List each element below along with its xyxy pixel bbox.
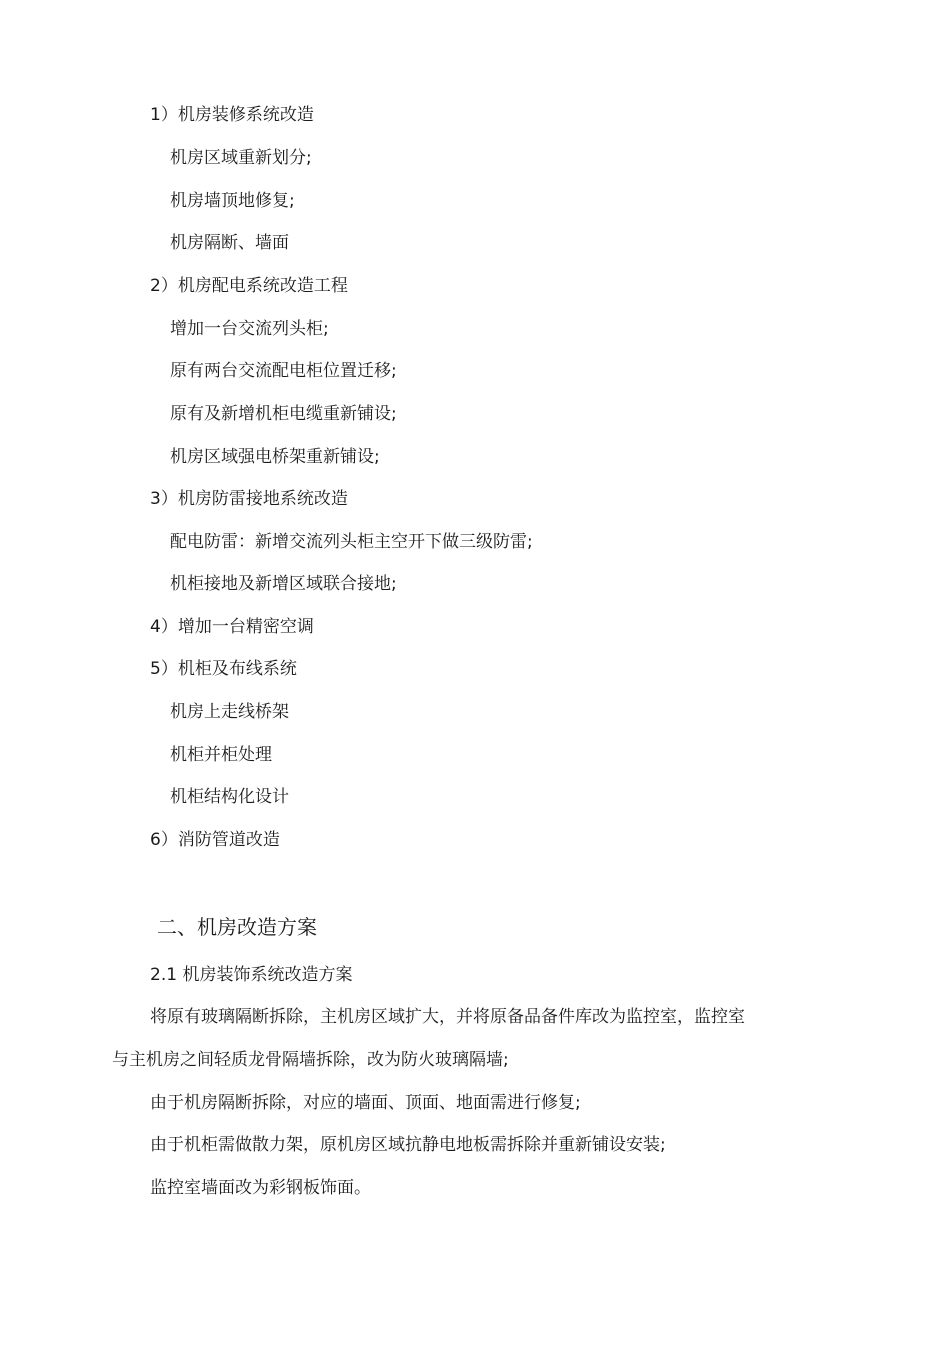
section-1-item-1: 机房区域重新划分;: [170, 148, 312, 168]
section-5-item-3: 机柜结构化设计: [170, 787, 289, 807]
paragraph-1-line-2: 与主机房之间轻质龙骨隔墙拆除，改为防火玻璃隔墙;: [112, 1050, 509, 1070]
paragraph-1-line-1: 将原有玻璃隔断拆除，主机房区域扩大，并将原备品备件库改为监控室，监控室: [150, 1007, 745, 1027]
section-4-title: 4）增加一台精密空调: [150, 617, 314, 637]
paragraph-4: 监控室墙面改为彩钢板饰面。: [150, 1178, 371, 1198]
section-1-title: 1）机房装修系统改造: [150, 105, 314, 125]
section-5-item-2: 机柜并柜处理: [170, 745, 272, 765]
section-3-item-2: 机柜接地及新增区域联合接地;: [170, 574, 397, 594]
chapter-title: 二、机房改造方案: [157, 915, 317, 939]
section-2-item-4: 机房区域强电桥架重新铺设;: [170, 447, 380, 467]
section-5-title: 5）机柜及布线系统: [150, 659, 297, 679]
section-3-item-1: 配电防雷：新增交流列头柜主空开下做三级防雷;: [170, 532, 533, 552]
section-3-title: 3）机房防雷接地系统改造: [150, 489, 348, 509]
section-6-title: 6）消防管道改造: [150, 830, 280, 850]
section-1-item-3: 机房隔断、墙面: [170, 233, 289, 253]
section-2-item-1: 增加一台交流列头柜;: [170, 319, 329, 339]
section-5-item-1: 机房上走线桥架: [170, 702, 289, 722]
section-2-title: 2）机房配电系统改造工程: [150, 276, 348, 296]
section-2-item-3: 原有及新增机柜电缆重新铺设;: [170, 404, 397, 424]
paragraph-3: 由于机柜需做散力架，原机房区域抗静电地板需拆除并重新铺设安装;: [150, 1135, 666, 1155]
paragraph-2: 由于机房隔断拆除，对应的墙面、顶面、地面需进行修复;: [150, 1093, 581, 1113]
subsection-title: 2.1 机房装饰系统改造方案: [150, 965, 353, 985]
section-1-item-2: 机房墙顶地修复;: [170, 191, 295, 211]
section-2-item-2: 原有两台交流配电柜位置迁移;: [170, 361, 397, 381]
